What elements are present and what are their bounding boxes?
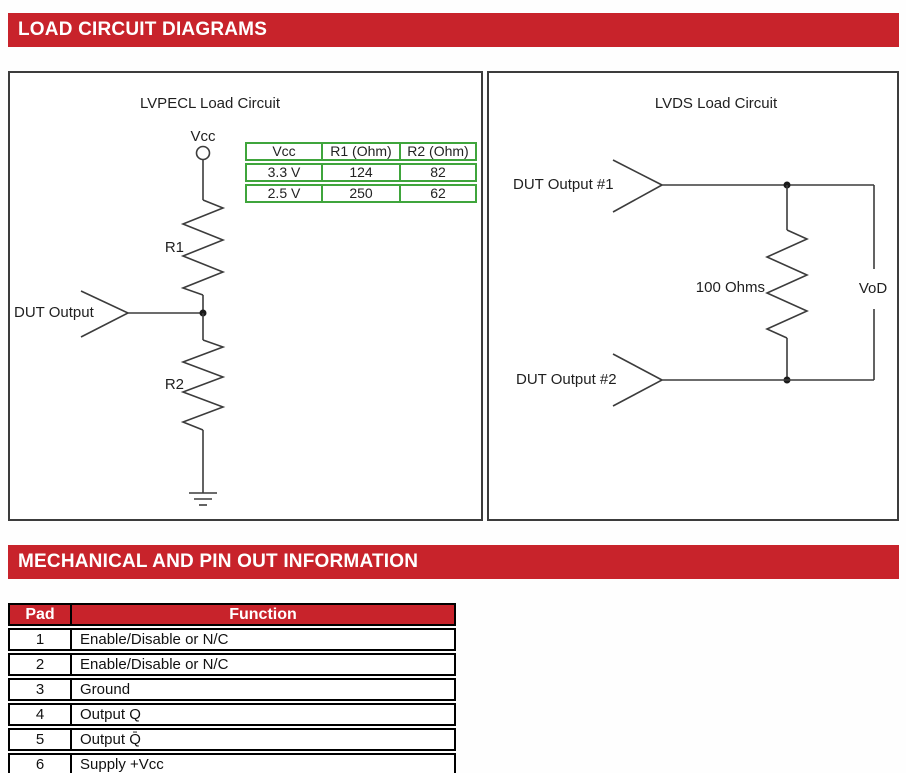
dut-output1-chevron-icon [613,160,662,185]
r1-label: R1 [164,239,184,256]
section-header-load-circuits: LOAD CIRCUIT DIAGRAMS [8,13,899,47]
table-header-row [8,603,456,626]
column-header-pad: Pad [8,603,72,626]
section-header-mechanical: MECHANICAL AND PIN OUT INFORMATION [8,545,899,579]
pad-function: Enable/Disable or N/C [72,628,456,651]
column-header-function: Function [72,603,456,626]
pad-function: Ground [72,678,456,701]
column-header: R1 (Ohm) [323,142,401,161]
column-header: R2 (Ohm) [401,142,477,161]
column-header: Vcc [245,142,323,161]
resistor-100ohm-icon [767,230,807,338]
table-row [245,184,477,203]
table-row [8,728,456,751]
pad-number: 6 [8,753,72,773]
resistor-value-label: 100 Ohms [695,279,765,296]
pad-number: 3 [8,678,72,701]
table-cell: 2.5 V [245,184,323,203]
dut-output2-chevron-icon [613,380,662,406]
vcc-label: Vcc [190,128,216,145]
lvpecl-title: LVPECL Load Circuit [139,95,281,112]
table-cell: 3.3 V [245,163,323,182]
dut-output2-label: DUT Output #2 [516,371,617,388]
resistor-r1-icon [183,200,223,295]
lvds-circuit-drawing [489,73,897,519]
pad-number: 5 [8,728,72,751]
lvds-load-circuit-panel [487,71,899,521]
vod-label: VoD [858,280,888,297]
pad-number: 2 [8,653,72,676]
table-cell: 62 [401,184,477,203]
lvpecl-load-circuit-panel [8,71,483,521]
pad-function: Output Q̄ [72,728,456,751]
lvpecl-resistor-value-table [245,140,477,205]
dut-output1-chevron-icon [613,185,662,212]
table-cell: 124 [323,163,401,182]
pad-function: Enable/Disable or N/C [72,653,456,676]
table-row [8,753,456,773]
table-row [8,628,456,651]
dut-output2-chevron-icon [613,354,662,380]
resistor-r2-icon [183,340,223,430]
pad-number: 1 [8,628,72,651]
dut-output1-label: DUT Output #1 [513,176,614,193]
pad-function: Supply +Vcc [72,753,456,773]
pinout-table [8,601,456,773]
table-row [8,678,456,701]
vcc-terminal-icon [197,147,210,160]
table-row [245,142,477,161]
table-row [245,163,477,182]
lvds-title: LVDS Load Circuit [654,95,778,112]
pad-number: 4 [8,703,72,726]
table-cell: 82 [401,163,477,182]
table-row [8,653,456,676]
table-cell: 250 [323,184,401,203]
pad-function: Output Q [72,703,456,726]
dut-output-label: DUT Output [14,304,94,321]
r2-label: R2 [164,376,184,393]
table-row [8,703,456,726]
